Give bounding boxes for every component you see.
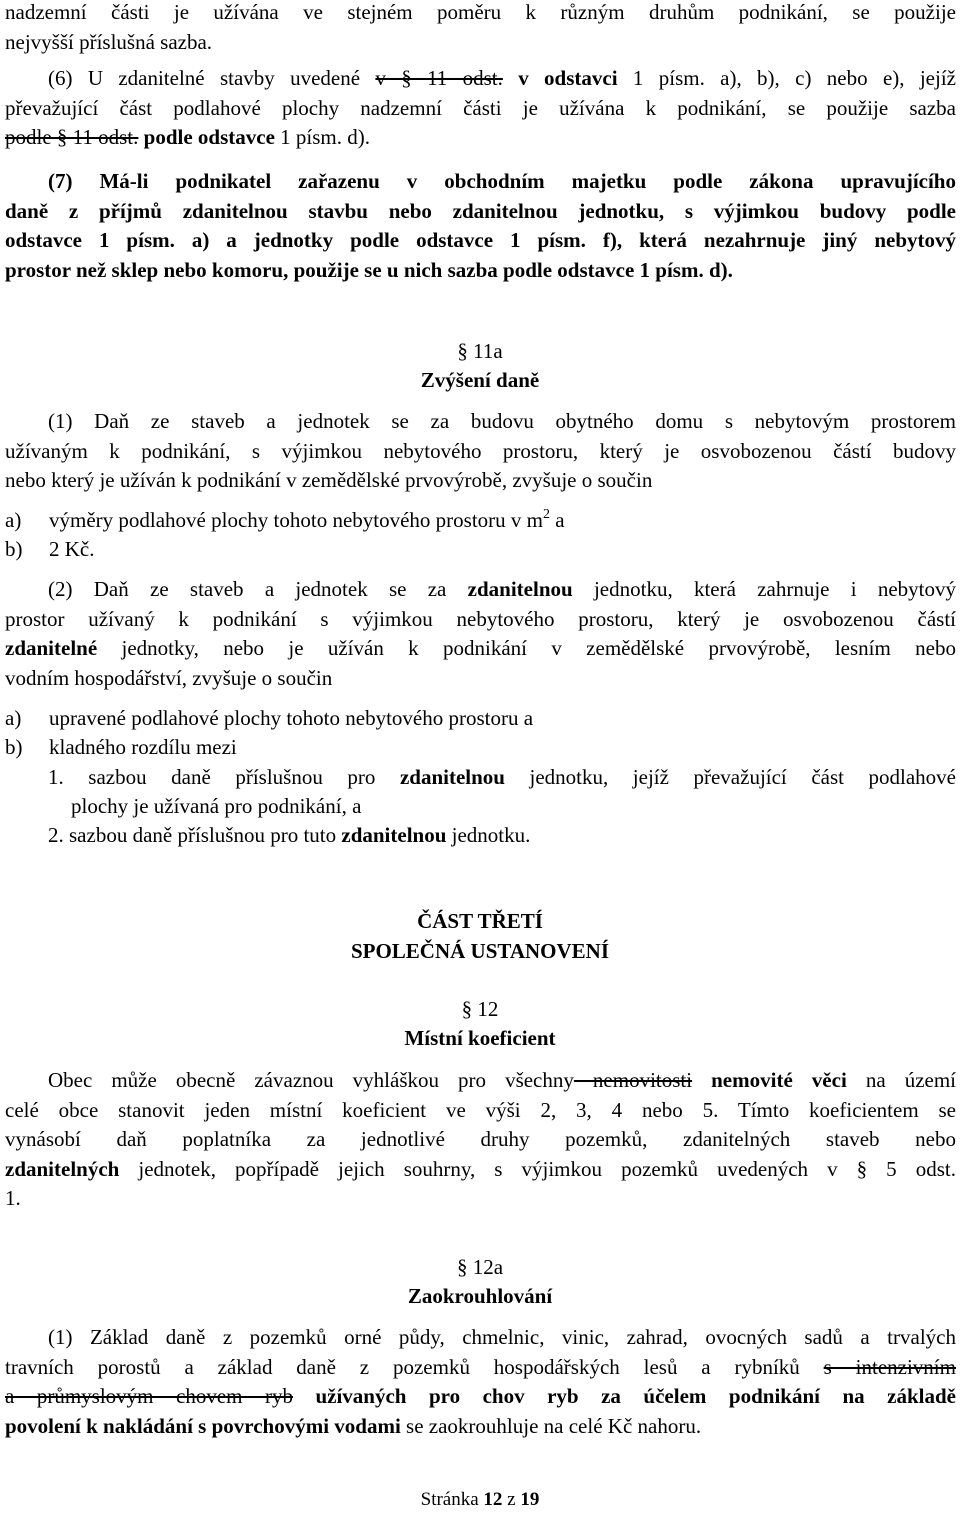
text-line: převažující část podlahové plochy nadzemní části je užívána k podnikání, se použije sazba <box>5 95 956 120</box>
text-line: prostor užívaný k podnikání s výjimkou nebytového prostoru, který je osvobozenou částí <box>5 606 956 631</box>
page-total: 19 <box>520 1489 540 1510</box>
inserted-text: povolení k nakládání s povrchovými vodami <box>5 1413 401 1438</box>
text-line: vynásobí daň poplatníka za jednotlivé druhy pozemků, zdanitelných staveb nebo <box>5 1127 956 1151</box>
page-footer: Stránka 12 z 19 <box>420 1489 540 1510</box>
list-item: b) kladného rozdílu mezi <box>5 733 956 762</box>
text-line: zdanitelné jednotky, nebo je užíván k podnikání v zemědělské prvovýrobě, lesním nebo <box>5 636 956 660</box>
deleted-text: s intenzivním <box>823 1354 956 1379</box>
section-number: § 11a <box>457 339 503 363</box>
sub-list-item: 1. sazbou daně příslušnou pro zdanitelnou jednotku, jejíž převažující část podlahové <box>48 765 956 789</box>
paragraph-7 <box>5 167 956 285</box>
paragraph-11a-2 <box>5 575 956 693</box>
text-line: daně z příjmů zdanitelnou stavbu nebo zdanitelnou jednotku, s výjimkou budovy podle <box>5 198 956 223</box>
sub-list-item: 2. sazbou daně příslušnou pro tuto zdanitelnou jednotku. <box>48 823 531 847</box>
section-title: Místní koeficient <box>404 1026 556 1050</box>
text-line: zdanitelných jednotek, popřípadě jejich souhrny, s výjimkou pozemků uvedených v § 5 odst. <box>5 1156 956 1181</box>
inserted-text: v odstavci <box>502 66 618 90</box>
part-title: ČÁST TŘETÍ <box>417 909 543 933</box>
paragraph-6 <box>5 64 956 153</box>
text-line: (1) Daň ze staveb a jednotek se za budovu obytného domu s nebytovým prostorem <box>48 409 956 433</box>
list-item: a) upravené podlahové plochy tohoto nebytového prostoru a <box>5 704 956 733</box>
text-line: (1) Základ daně z pozemků orné půdy, chmelnic, vinic, zahrad, ovocných sadů a trvalých <box>48 1325 956 1349</box>
text-line <box>5 1382 956 1412</box>
text-line: plochy je užívaná pro podnikání, a <box>71 794 362 818</box>
text-line: užívaným k podnikání, s výjimkou nebytového prostoru, který je osvobozenou částí budovy <box>5 438 956 463</box>
text-line: celé obce stanovit jeden místní koeficient ve výši 2, 3, 4 nebo 5. Tímto koeficientem se <box>5 1097 956 1122</box>
section-number: § 12 <box>461 997 499 1021</box>
inserted-text: nemovité věci <box>692 1068 847 1092</box>
text-line: (6) U zdanitelné stavby uvedené v § 11 odst. v odstavci 1 písm. a), b), c) nebo e), jejíž <box>48 66 956 90</box>
paragraph-11a-1 <box>5 407 956 496</box>
text-line: (7) Má-li podnikatel zařazenu v obchodním majetku podle zákona upravujícího <box>48 169 956 193</box>
text-line: nadzemní části je užívána ve stejném poměru k různým druhům podnikání, se použije <box>5 0 956 24</box>
deleted-text: nemovitosti <box>573 1068 693 1092</box>
deleted-text: a průmyslovým chovem ryb <box>5 1384 293 1408</box>
text-line: povolení k nakládání s povrchovými vodami se zaokrouhluje na celé Kč nahoru. <box>5 1413 702 1438</box>
deleted-text: v § 11 odst. <box>375 66 503 90</box>
paragraph-12a-1 <box>5 1323 956 1441</box>
list-label: b) <box>5 537 23 561</box>
paragraph-12 <box>5 1066 956 1214</box>
deleted-text: podle § 11 odst. <box>5 125 139 149</box>
text-line: nejvyšší příslušná sazba. <box>5 29 213 54</box>
text-line: prostor než sklep nebo komoru, použije se u nich sazba podle odstavce 1 písm. d). <box>5 257 733 282</box>
text-line: odstavce 1 písm. a) a jednotky podle odstavce 1 písm. f), která nezahrnuje jiný nebytový <box>5 228 956 252</box>
text-line: vodním hospodářství, zvyšuje o součin <box>5 665 333 690</box>
list-label: b) <box>5 735 23 759</box>
inserted-text: podle odstavce <box>138 125 275 149</box>
section-title: Zaokrouhlování <box>407 1284 553 1308</box>
text-line: 1. <box>5 1186 21 1210</box>
sub-list <box>48 763 956 850</box>
list-label: a) <box>5 706 22 730</box>
text-line: (2) Daň ze staveb a jednotek se za zdanitelnou jednotku, která zahrnuje i nebytový <box>48 577 956 601</box>
list-item: b) 2 Kč. <box>5 535 956 564</box>
text-line: Obec může obecně závaznou vyhláškou pro všechny nemovitosti nemovité věci na území <box>48 1068 956 1092</box>
paragraph-continuation <box>5 0 956 57</box>
section-title: Zvýšení daně <box>420 368 540 392</box>
text-line: nebo který je užíván k podnikání v zemědělské prvovýrobě, zvyšuje o součin <box>5 468 653 492</box>
part-subtitle: SPOLEČNÁ USTANOVENÍ <box>350 939 610 963</box>
list-item: a) výměry podlahové plochy tohoto nebytového prostoru v $m^2$ a <box>5 506 956 535</box>
text-line: podle § 11 odst. podle odstavce 1 písm. d). <box>5 125 370 149</box>
page-number: 12 <box>483 1489 503 1510</box>
text-line: travních porostů a základ daně z pozemků hospodářských lesů a rybníků s intenzivním <box>5 1354 956 1379</box>
section-number: § 12a <box>456 1255 504 1279</box>
list-label: a) <box>5 508 22 532</box>
inserted-text: užívaných pro chov ryb za účelem podnikání na základě <box>292 1384 956 1408</box>
